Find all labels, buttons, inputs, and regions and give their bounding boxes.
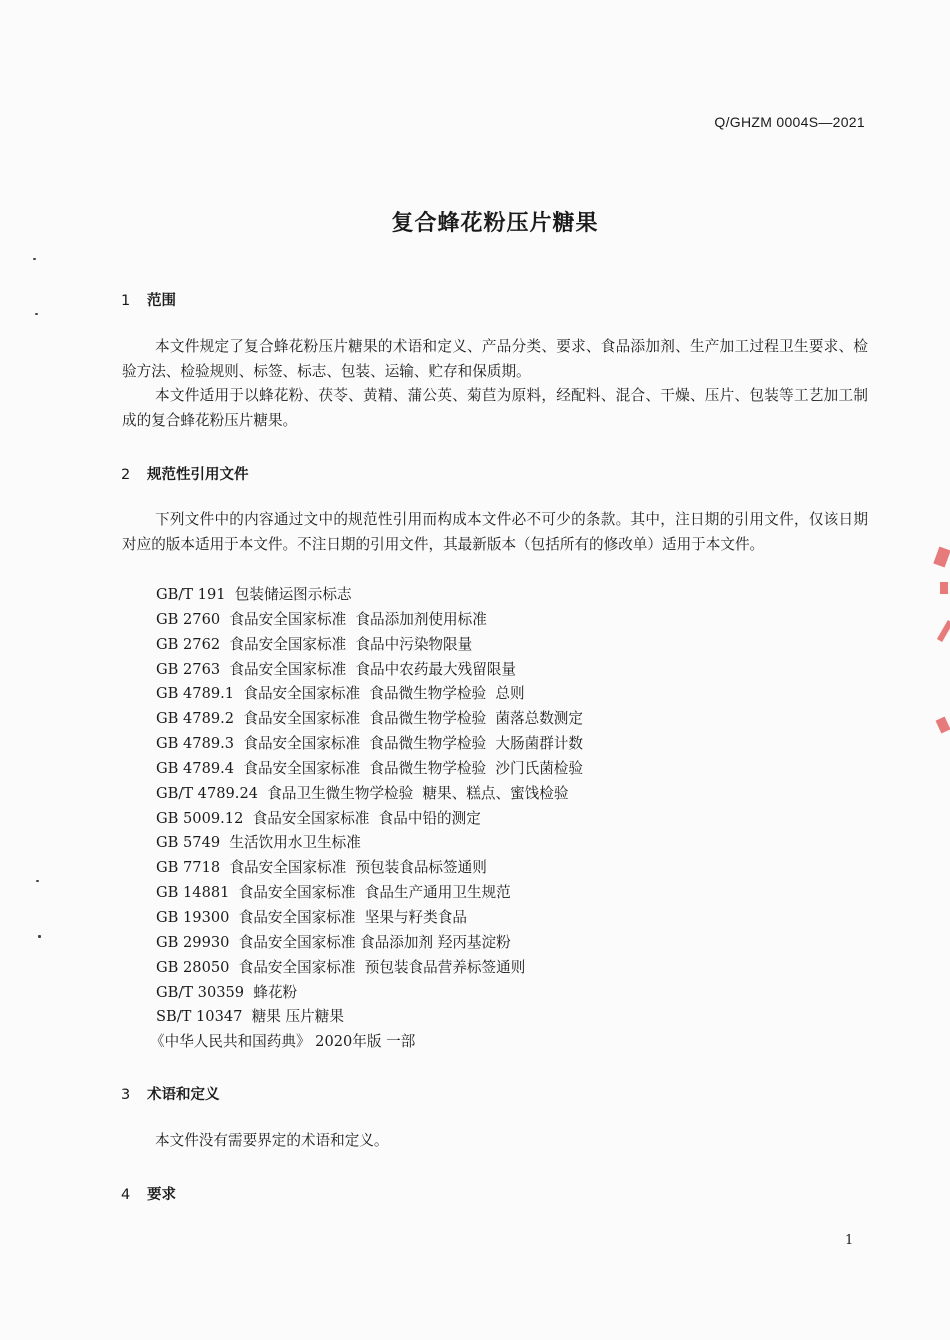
section-title: 规范性引用文件 (147, 467, 249, 483)
reference-item: GB 14881 食品安全国家标准 食品生产通用卫生规范 (156, 884, 511, 902)
reference-item: GB 2760 食品安全国家标准 食品添加剂使用标准 (156, 610, 487, 628)
section-4-heading (121, 1183, 176, 1204)
section-number: 3 (121, 1087, 131, 1103)
reference-item: GB/T 191 包装储运图示标志 (156, 586, 352, 603)
document-title: 复合蜂花粉压片糖果 (391, 211, 599, 236)
section-title: 术语和定义 (147, 1087, 220, 1103)
reference-item: GB 2763 食品安全国家标准 食品中农药最大残留限量 (156, 660, 516, 678)
section-number: 2 (121, 467, 131, 483)
reference-item: GB 28050 食品安全国家标准 预包装食品营养标签通则 (156, 958, 526, 976)
reference-item: GB 29930 食品安全国家标准 食品添加剂 羟丙基淀粉 (156, 933, 511, 951)
reference-item: GB/T 4789.24 食品卫生微生物学检验 糖果、糕点、蜜饯检验 (156, 784, 569, 802)
reference-item: GB 4789.4 食品安全国家标准 食品微生物学检验 沙门氏菌检验 (156, 759, 583, 777)
reference-item: GB 5009.12 食品安全国家标准 食品中铅的测定 (156, 809, 481, 827)
scan-speck (35, 313, 38, 315)
section-number: 4 (121, 1187, 131, 1203)
reference-item: GB 4789.3 食品安全国家标准 食品微生物学检验 大肠菌群计数 (156, 735, 583, 753)
terms-paragraph: 本文件没有需要界定的术语和定义。 (155, 1132, 389, 1149)
reference-item: 《中华人民共和国药典》 2020年版 一部 (150, 1033, 416, 1051)
scan-speck (36, 880, 39, 882)
reference-item: GB 19300 食品安全国家标准 坚果与籽类食品 (156, 908, 467, 926)
seal-stamp-fragment (940, 582, 948, 594)
reference-item: GB 5749 生活饮用水卫生标准 (156, 834, 361, 852)
references-intro: 下列文件中的内容通过文中的规范性引用而构成本文件必不可少的条款。其中，注日期的引用文件，仅该日期对应的版本适用于本文件。不注日期的引用文件，其最新版本（包括所有的修改单）适用于本文件。 (122, 511, 868, 553)
reference-item: GB 7718 食品安全国家标准 预包装食品标签通则 (156, 859, 487, 877)
section-number: 1 (121, 293, 131, 309)
reference-item: GB 2762 食品安全国家标准 食品中污染物限量 (156, 635, 473, 653)
seal-stamp-fragment (933, 546, 950, 567)
scan-speck (38, 935, 41, 938)
document-number: Q/GHZM 0004S—2021 (714, 114, 865, 130)
section-title: 范围 (147, 293, 176, 309)
page-number: 1 (845, 1233, 854, 1248)
reference-item: GB 4789.2 食品安全国家标准 食品微生物学检验 菌落总数测定 (156, 710, 583, 728)
reference-item: SB/T 10347 糖果 压片糖果 (156, 1008, 344, 1026)
reference-item: GB 4789.1 食品安全国家标准 食品微生物学检验 总则 (156, 685, 525, 703)
scope-paragraph-2: 本文件适用于以蜂花粉、茯苓、黄精、蒲公英、菊苣为原料，经配料、混合、干燥、压片、包装等工艺加工制成的复合蜂花粉压片糖果。 (122, 387, 868, 429)
section-title: 要求 (147, 1187, 176, 1203)
scope-paragraph-1: 本文件规定了复合蜂花粉压片糖果的术语和定义、产品分类、要求、食品添加剂、生产加工过程卫生要求、检验方法、检验规则、标签、标志、包装、运输、贮存和保质期。 (122, 338, 868, 380)
scan-speck (33, 258, 36, 260)
seal-stamp-fragment (937, 620, 950, 642)
section-3-heading (121, 1083, 220, 1104)
section-2-heading (121, 463, 249, 484)
reference-item: GB/T 30359 蜂花粉 (156, 983, 298, 1001)
reference-list (150, 583, 583, 1055)
seal-stamp-fragment (936, 717, 950, 734)
section-1-heading (121, 289, 176, 310)
